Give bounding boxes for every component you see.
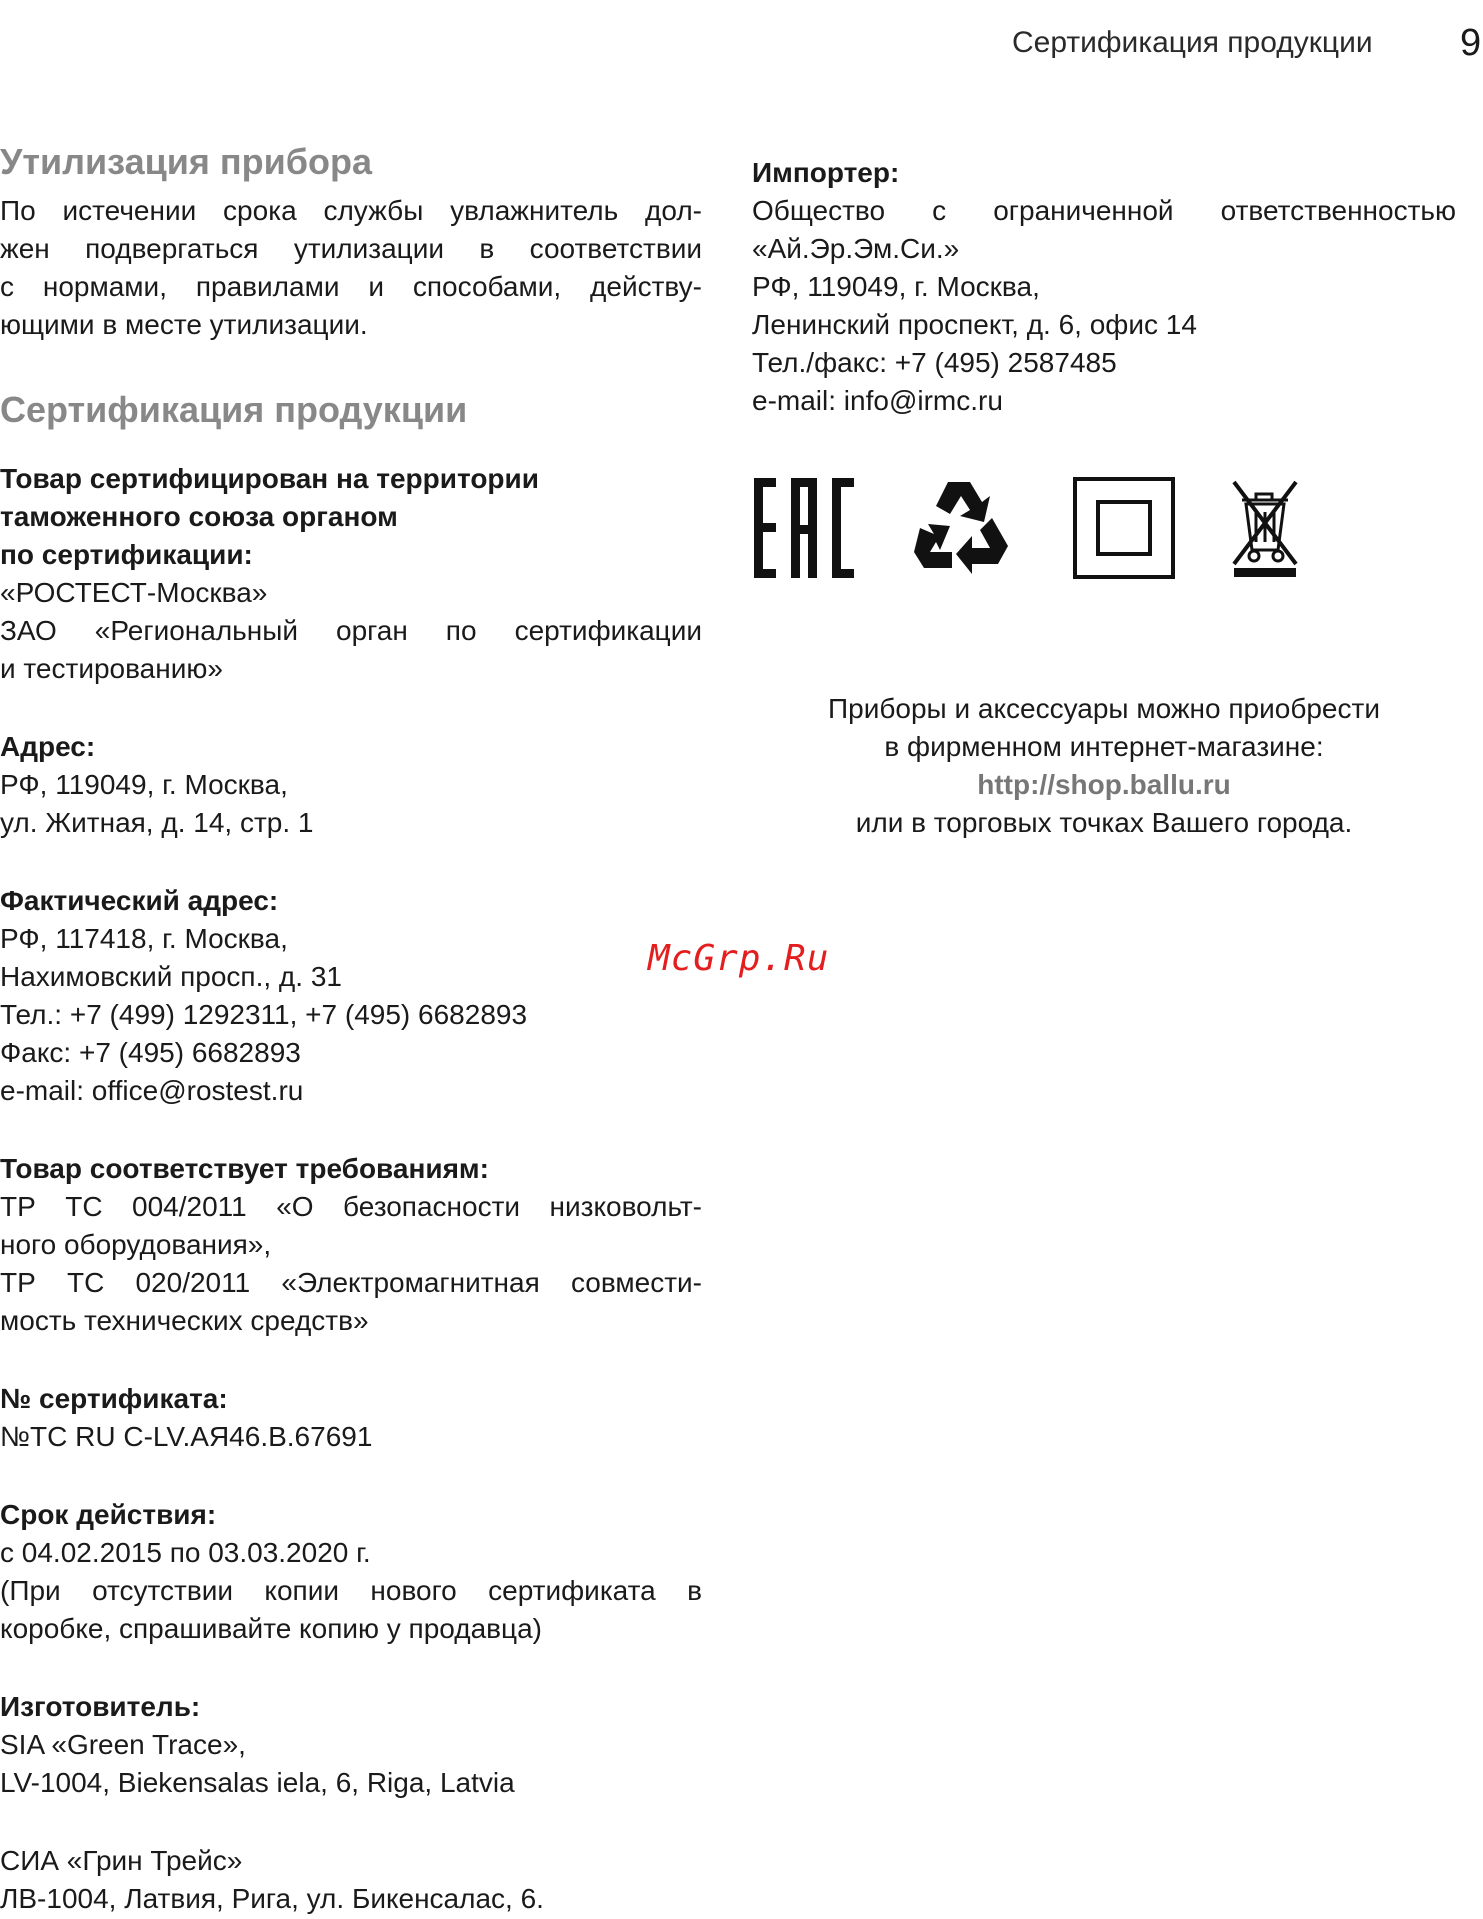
- validity-block: [0, 1496, 702, 1648]
- text-line: с 04.02.2015 по 03.03.2020 г.: [0, 1537, 371, 1568]
- text-line: e-mail: office@rostest.ru: [0, 1075, 304, 1106]
- text-line: ЗАО «Региональный орган по сертификации: [0, 615, 702, 646]
- text-line: ющими в месте утилизации.: [0, 309, 368, 340]
- cert-number: №ТС RU C-LV.АЯ46.В.67691: [0, 1421, 373, 1452]
- disposal-text: [0, 192, 702, 344]
- cert-number-block: [0, 1380, 372, 1456]
- text-line: Тел./факс: +7 (495) 2587485: [752, 347, 1117, 378]
- text-line: SIA «Green Trace»,: [0, 1729, 246, 1760]
- text-line: ного оборудования»,: [0, 1229, 272, 1260]
- eac-mark-icon: [752, 476, 856, 580]
- shop-url-link[interactable]: http://shop.ballu.ru: [977, 769, 1231, 800]
- cert-number-label: № сертификата:: [0, 1383, 228, 1414]
- text-line: РФ, 119049, г. Москва,: [0, 769, 288, 800]
- recycle-icon: [910, 476, 1016, 580]
- text-line: LV-1004, Biekensalas iela, 6, Riga, Latvia: [0, 1767, 515, 1798]
- text-line: Ленинский проспект, д. 6, офис 14: [752, 309, 1197, 340]
- text-line: коробке, спрашивайте копию у продавца): [0, 1613, 542, 1644]
- text-line: в фирменном интернет-магазине:: [884, 731, 1324, 762]
- text-line: ТР ТС 004/2011 «О безопасности низковольт-: [0, 1191, 702, 1222]
- label-line: Товар сертифицирован на территории: [0, 463, 539, 494]
- text-line: (При отсутствии копии нового сертификата в: [0, 1575, 702, 1606]
- text-line: Тел.: +7 (499) 1292311, +7 (495) 6682893: [0, 999, 528, 1030]
- text-line: СИА «Грин Трейс»: [0, 1845, 243, 1876]
- label-line: таможенного союза органом: [0, 501, 398, 532]
- text-line: Нахимовский просп., д. 31: [0, 961, 342, 992]
- text-line: или в торговых точках Вашего города.: [855, 807, 1353, 838]
- text-line: ТР ТС 020/2011 «Электромагнитная совмести-: [0, 1267, 702, 1298]
- text-line: с нормами, правилами и способами, действу-: [0, 271, 702, 302]
- address-block: [0, 728, 313, 842]
- text-line: жен подвергаться утилизации в соответствии: [0, 233, 702, 264]
- running-header-title: Сертификация продукции: [1012, 26, 1373, 59]
- certified-by-block: [0, 460, 702, 688]
- requirements-block: [0, 1150, 702, 1340]
- validity-label: Срок действия:: [0, 1499, 217, 1530]
- text-line: ул. Житная, д. 14, стр. 1: [0, 807, 314, 838]
- shop-block: [752, 690, 1456, 842]
- manufacturer-label: Изготовитель:: [0, 1691, 201, 1722]
- text-line: мость технических средств»: [0, 1305, 369, 1336]
- weee-crossed-bin-icon: [1226, 476, 1304, 580]
- actual-address-block: [0, 882, 527, 1110]
- text-line: РФ, 119049, г. Москва,: [752, 271, 1040, 302]
- text-line: РФ, 117418, г. Москва,: [0, 923, 288, 954]
- text-line: ЛВ-1004, Латвия, Рига, ул. Бикенсалас, 6.: [0, 1883, 544, 1914]
- manufacturer-block: [0, 1688, 515, 1802]
- text-line: и тестированию»: [0, 653, 223, 684]
- double-insulation-icon: [1072, 476, 1176, 580]
- actual-address-label: Фактический адрес:: [0, 885, 279, 916]
- text-line: e-mail: info@irmc.ru: [752, 385, 1003, 416]
- importer-label: Импортер:: [752, 157, 900, 188]
- text-line: Факс: +7 (495) 6682893: [0, 1037, 301, 1068]
- text-line: Общество с ограниченной ответственностью: [752, 195, 1456, 226]
- address-label: Адрес:: [0, 731, 96, 762]
- page-number: 9: [1460, 22, 1482, 64]
- text-line: «РОСТЕСТ-Москва»: [0, 577, 268, 608]
- importer-block: [752, 154, 1456, 420]
- text-line: По истечении срока службы увлажнитель дол-: [0, 195, 702, 226]
- manufacturer-ru-block: [0, 1842, 544, 1918]
- label-line: по сертификации:: [0, 539, 253, 570]
- disposal-heading: Утилизация прибора: [0, 141, 372, 182]
- certification-heading: Сертификация продукции: [0, 389, 468, 430]
- text-line: Приборы и аксессуары можно приобрести: [828, 693, 1380, 724]
- text-line: «Ай.Эр.Эм.Си.»: [752, 233, 960, 264]
- requirements-label: Товар соответствует требованиям:: [0, 1153, 489, 1184]
- watermark-text: McGrp.Ru: [648, 938, 830, 979]
